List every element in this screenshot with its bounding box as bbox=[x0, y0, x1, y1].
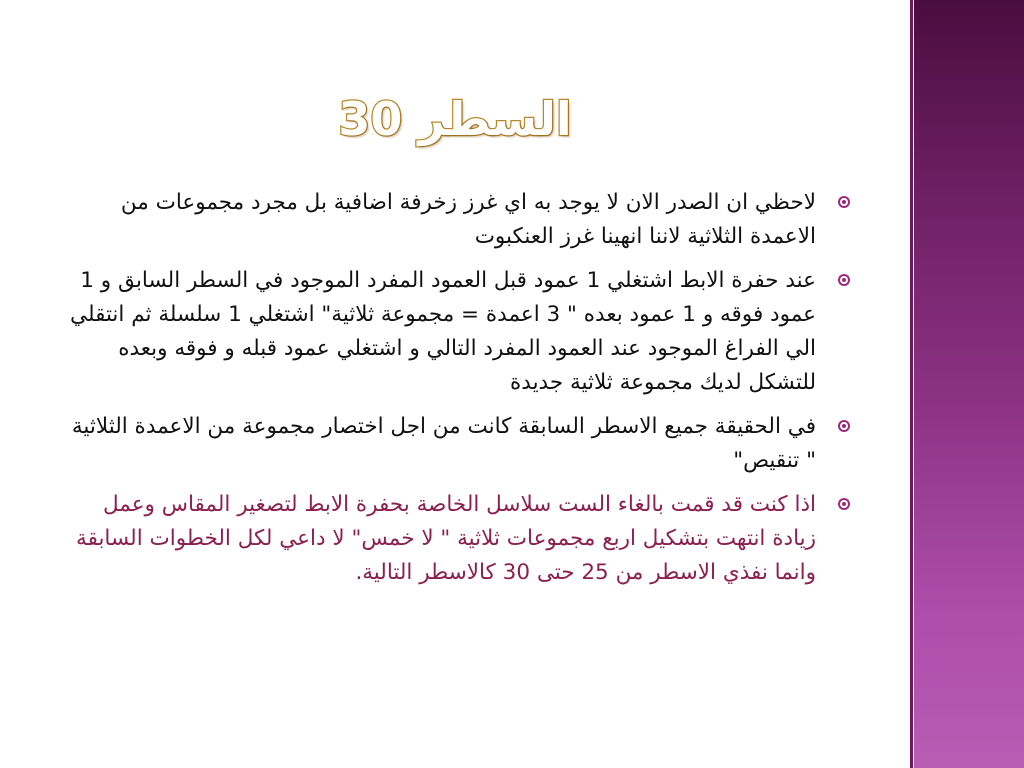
side-divider-line bbox=[910, 0, 913, 768]
bullet-item bbox=[60, 410, 860, 478]
circle-bullet-icon bbox=[838, 274, 850, 286]
side-decorative-band bbox=[914, 0, 1024, 768]
bullet-text: لاحظي ان الصدر الان لا يوجد به اي غرز زخرفة اضافية بل مجرد مجموعات من الاعمدة الثلاثية لاننا انهينا غرز العنكبوت bbox=[120, 190, 816, 249]
circle-bullet-icon bbox=[838, 196, 850, 208]
bullet-text: عند حفرة الابط اشتغلي 1 عمود قبل العمود المفرد الموجود في السطر السابق و 1 عمود فوقه و 1 عمود بعده " 3 اعمدة = مجموعة ثلاثية" اشتغلي 1 سلسلة ثم انتقلي الي الفراغ الموجود عند العمود المفرد التالي و اشتغلي عمود قبله و فوقه وبعده للتشكل لديك مجموعة ثلاثية جديدة bbox=[70, 268, 816, 395]
bullet-text: اذا كنت قد قمت بالغاء الست سلاسل الخاصة بحفرة الابط لتصغير المقاس وعمل زيادة انتهت بتشكيل اربع مجموعات ثلاثية " لا خمس" لا داعي لكل الخطوات السابقة وانما نفذي الاسطر من 25 حتى 30 كالاسطر التالية. bbox=[76, 492, 816, 585]
bullet-item bbox=[60, 264, 860, 400]
bullet-list bbox=[60, 186, 860, 600]
bullet-item-highlighted bbox=[60, 488, 860, 590]
bullet-text: في الحقيقة جميع الاسطر السابقة كانت من اجل اختصار مجموعة من الاعمدة الثلاثية " تنقيص" bbox=[71, 414, 816, 473]
bullet-item bbox=[60, 186, 860, 254]
slide-title: السطر 30 bbox=[338, 92, 572, 146]
circle-bullet-icon bbox=[838, 498, 850, 510]
circle-bullet-icon bbox=[838, 420, 850, 432]
